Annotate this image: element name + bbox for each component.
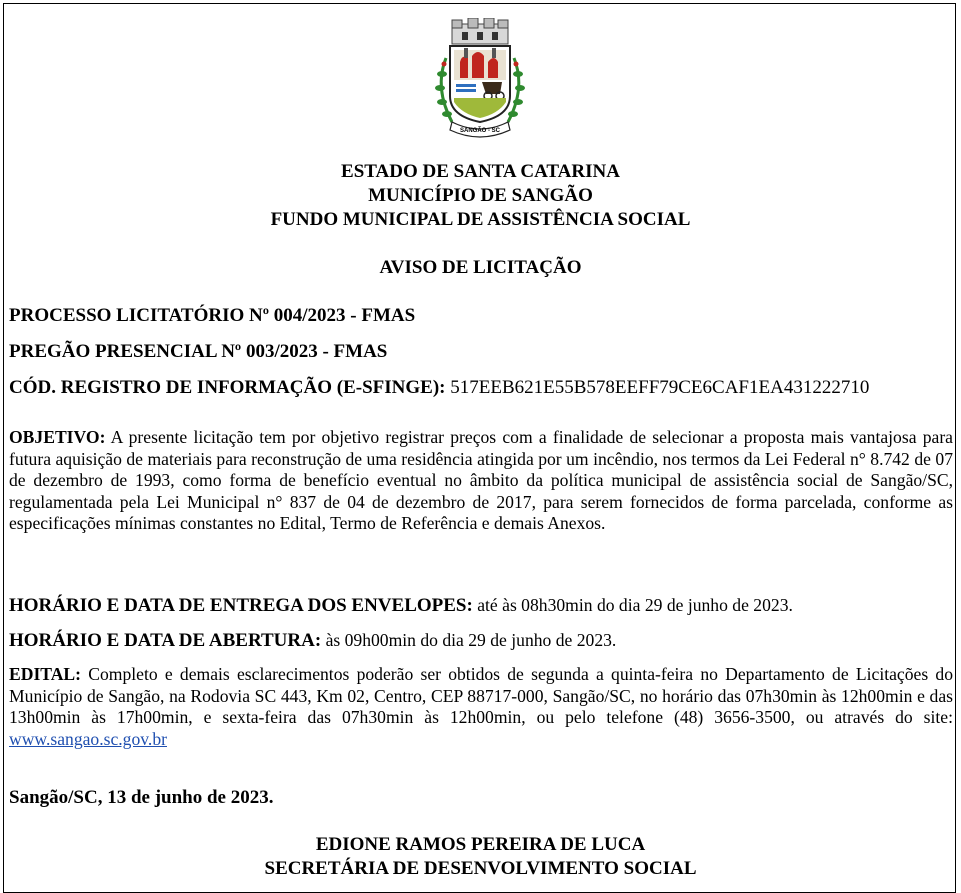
objetivo-label: OBJETIVO: [9,427,106,447]
abertura-line [9,628,953,653]
header-municipality: MUNICÍPIO DE SANGÃO [368,185,593,206]
notice-title: AVISO DE LICITAÇÃO [379,257,582,278]
document-header [0,160,961,232]
signature-name: EDIONE RAMOS PEREIRA DE LUCA [315,834,646,855]
abertura-label: HORÁRIO E DATA DE ABERTURA: [9,630,322,651]
crest-banner-text: SANGÃO - SC [459,128,501,134]
header-fund: FUNDO MUNICIPAL DE ASSISTÊNCIA SOCIAL [270,209,691,230]
entrega-text: até às 08h30min do dia 29 de junho de 2023. [472,595,793,615]
header-state: ESTADO DE SANTA CATARINA [341,161,620,182]
abertura-text: às 09h00min do dia 29 de junho de 2023. [321,630,617,650]
date-line: Sangão/SC, 13 de junho de 2023. [9,787,274,808]
entrega-label: HORÁRIO E DATA DE ENTREGA DOS ENVELOPES: [9,595,473,616]
objetivo-paragraph [9,427,953,535]
registro-line [9,376,953,400]
signature-role: SECRETÁRIA DE DESENVOLVIMENTO SOCIAL [264,858,697,879]
edital-website-link[interactable]: www.sangao.sc.gov.br [9,728,167,749]
edital-paragraph [9,664,953,750]
edital-label: EDITAL: [9,664,82,684]
objetivo-text: A presente licitação tem por objetivo registrar preços com a finalidade de selecionar a proposta mais vantajosa para futura aquisição de materiais para reconstrução de uma residência atingida por um incêndio, nos termos da Lei Federal n° 8.742 de 07 de dezembro de 1993, como forma de benefício eventual no âmbito da política municipal de assistência social de Sangão/SC, regulamentada pela Lei Municipal n° 837 de 04 de dezembro de 2017, para serem fornecidos de forma parcelada, conforme as especificações mínimas constantes no Edital, Termo de Referência e demais Anexos. [9,427,953,534]
edital-text: Completo e demais esclarecimentos poderão ser obtidos de segunda a quinta-feira no Departamento de Licitações do Município de Sangão, na Rodovia SC 443, Km 02, Centro, CEP 88717-000, Sangão/SC, no horário das 07h30min às 12h00min e das 13h00min às 17h00min, e sexta-feira das 07h30min às 12h00min, ou pelo telefone (48) 3656-3500, ou através do site: [9,664,953,728]
signature-block [0,833,961,881]
registro-value: 517EEB621E55B578EEFF79CE6CAF1EA431222710 [445,377,870,398]
pregao-line: PREGÃO PRESENCIAL Nº 003/2023 - FMAS [9,341,388,362]
registro-label: CÓD. REGISTRO DE INFORMAÇÃO (E-SFINGE): [9,377,446,398]
processo-line: PROCESSO LICITATÓRIO Nº 004/2023 - FMAS [9,305,416,326]
municipal-crest-logo [428,18,532,142]
entrega-line [9,593,953,618]
